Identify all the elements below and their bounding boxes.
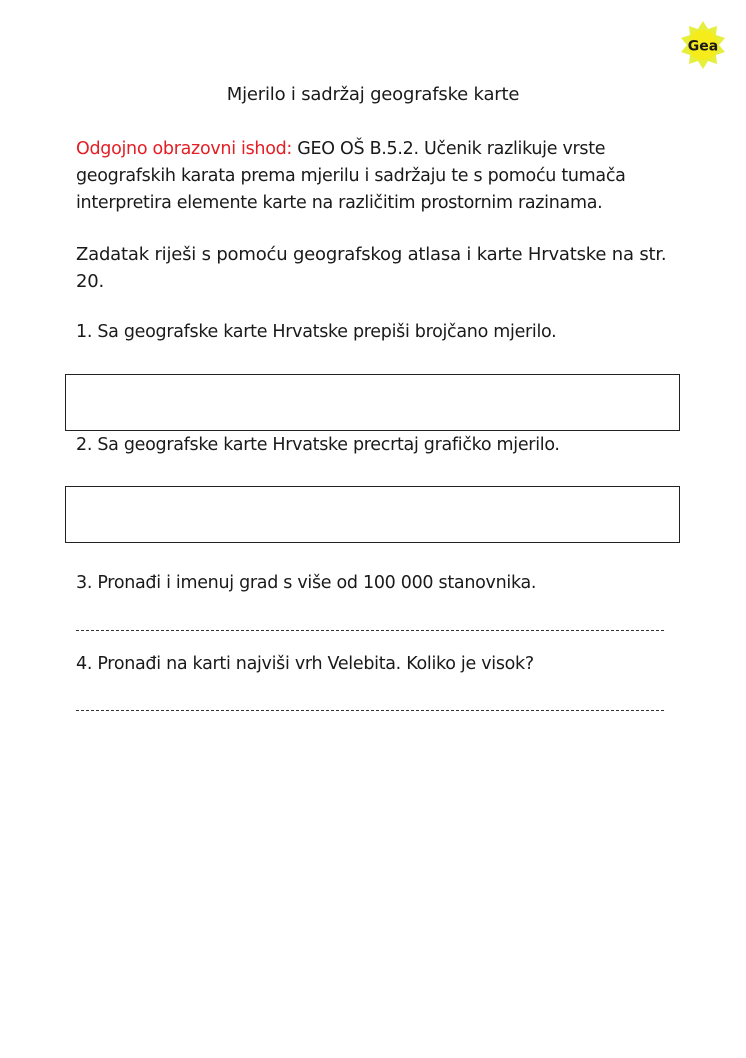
gea-logo-icon [678,20,728,70]
question-4: 4. Pronađi na karti najviši vrh Velebita. Koliko je visok? [76,654,534,674]
gea-logo [678,20,728,70]
task-instruction: Zadatak riješi s pomoću geografskog atlasa i karte Hrvatske na str. 20. [76,244,667,292]
question-3: 3. Pronađi i imenuj grad s više od 100 000 stanovnika. [76,573,537,593]
answer-box-1[interactable] [65,374,680,431]
page-title: Mjerilo i sadržaj geografske karte [226,84,520,105]
answer-box-2[interactable] [65,486,680,543]
answer-line-4[interactable] [76,710,664,711]
gea-logo-text: Gea [687,38,719,55]
learning-outcome [76,136,686,217]
answer-line-3[interactable] [76,630,664,631]
question-1: 1. Sa geografske karte Hrvatske prepiši brojčano mjerilo. [76,322,557,342]
learning-outcome-label: Odgojno obrazovni ishod: [76,139,293,159]
learning-outcome-text: GEO OŠ B.5.2. Učenik razlikuje vrste geografskih karata prema mjerilu i sadržaju te s pomoću tumača interpretira elemente karte na različitim prostornim razinama. [76,139,626,213]
question-2: 2. Sa geografske karte Hrvatske precrtaj grafičko mjerilo. [76,435,560,455]
